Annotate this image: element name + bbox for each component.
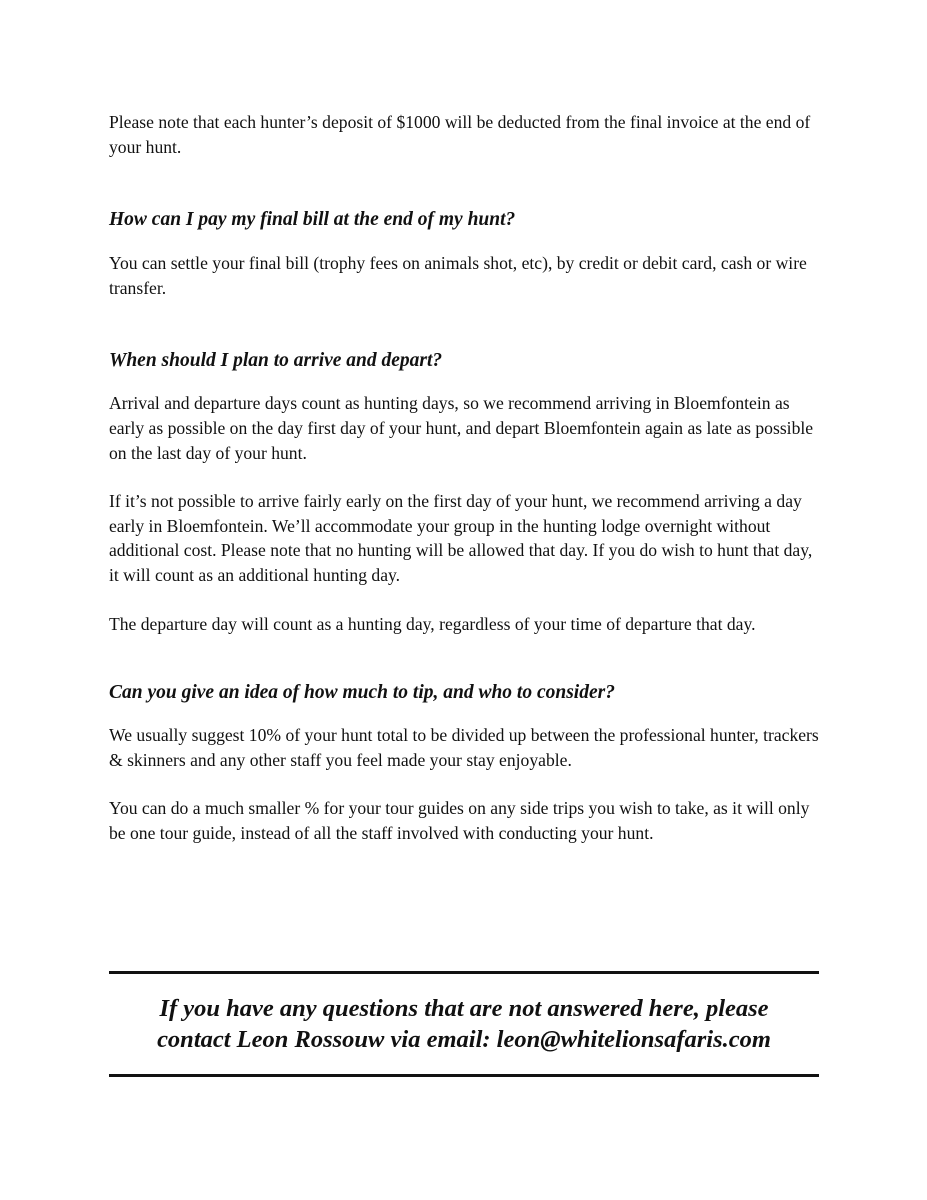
contact-line-2: contact Leon Rossouw via email: leon@whitelionsafaris.com: [157, 1026, 771, 1053]
question-final-bill: How can I pay my final bill at the end of my hunt?: [109, 209, 516, 231]
answer-arrive-depart-2: If it’s not possible to arrive fairly early on the first day of your hunt, we recommend arriving a day early in Bloemfontein. We’ll accommodate your group in the hunting lodge overnight without additional cost. Please note that no hunting will be allowed that day. If you do wish to hunt that day, it will count as an additional hunting day.: [109, 491, 813, 585]
answer-final-bill: You can settle your final bill (trophy fees on animals shot, etc), by credit or debit card, cash or wire transfer.: [109, 253, 807, 298]
document-body: [109, 110, 821, 846]
contact-line-1: If you have any questions that are not answered here, please: [159, 995, 769, 1022]
question-tipping: Can you give an idea of how much to tip, and who to consider?: [109, 682, 615, 704]
answer-arrive-depart-3: The departure day will count as a hunting day, regardless of your time of departure that day.: [109, 613, 756, 634]
deposit-note: Please note that each hunter’s deposit of $1000 will be deducted from the final invoice at the end of your hunt.: [109, 112, 811, 157]
answer-tipping-1: We usually suggest 10% of your hunt total to be divided up between the professional hunter, trackers & skinners and any other staff you feel made your stay enjoyable.: [109, 725, 819, 770]
footer-bottom-rule: [109, 1074, 819, 1077]
answer-arrive-depart-1: Arrival and departure days count as hunting days, so we recommend arriving in Bloemfontein as early as possible on the day first day of your hunt, and depart Bloemfontein again as late as possible on the last day of your hunt.: [109, 393, 814, 463]
contact-footer: [109, 993, 819, 1055]
answer-tipping-2: You can do a much smaller % for your tour guides on any side trips you wish to take, as it will only be one tour guide, instead of all the staff involved with conducting your hunt.: [109, 798, 810, 843]
footer-top-rule: [109, 971, 819, 974]
question-arrive-depart: When should I plan to arrive and depart?: [109, 350, 443, 372]
